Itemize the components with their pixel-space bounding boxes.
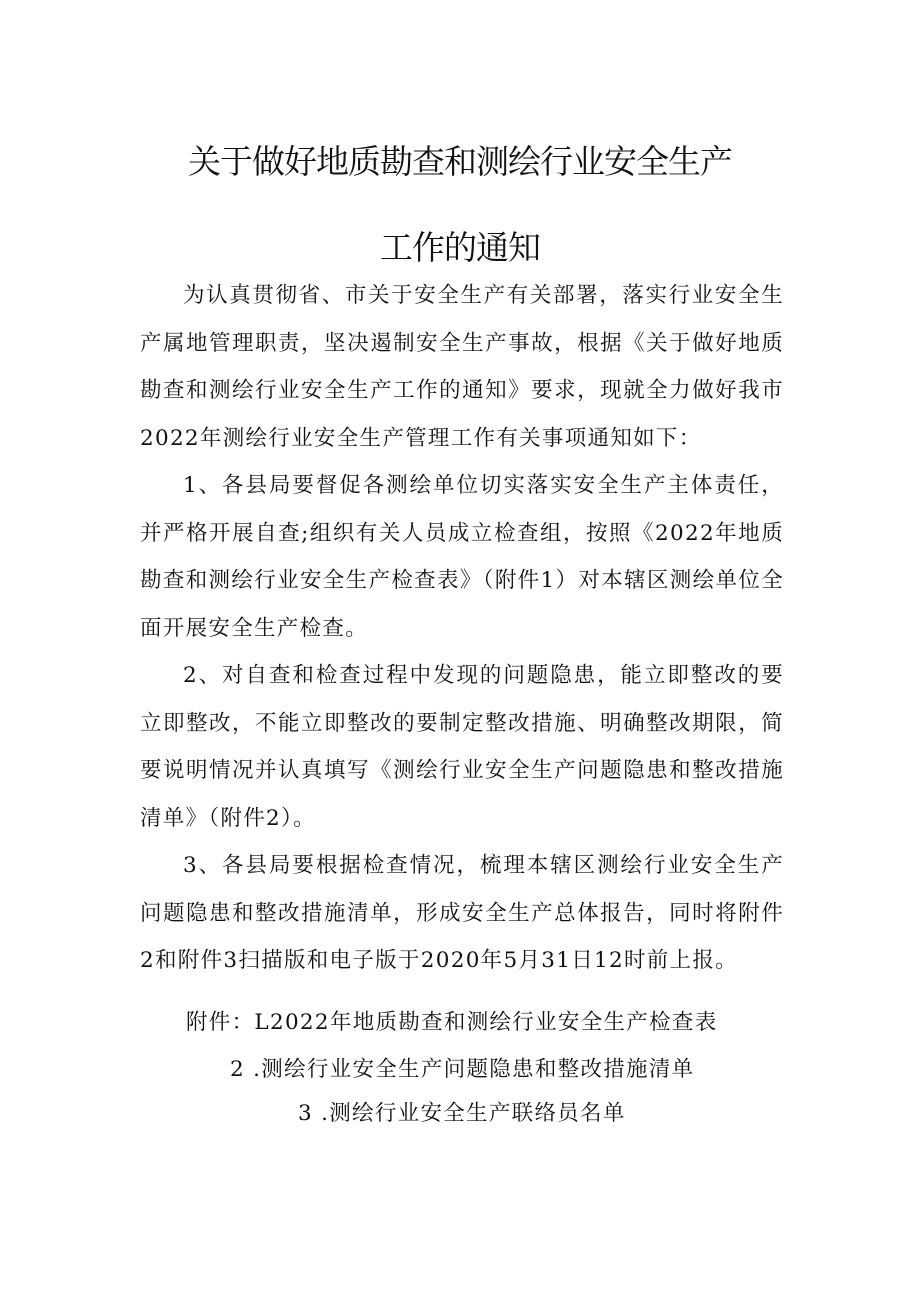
attachment-2: 2 .测绘行业安全生产问题隐患和整改措施清单 bbox=[230, 1057, 695, 1082]
intro-paragraph: 为认真贯彻省、市关于安全生产有关部署，落实行业安全生产属地管理职责，坚决遏制安全生产事故，根据《关于做好地质勘查和测绘行业安全生产工作的通知》要求，现就全力做好我市2022年测绘行业安全生产管理工作有关事项通知如下： bbox=[140, 283, 784, 451]
item-1-paragraph: 1、各县局要督促各测绘单位切实落实安全生产主体责任，并严格开展自查;组织有关人员成立检查组，按照《2022年地质勘查和测绘行业安全生产检查表》（附件1）对本辖区测绘单位全面开展安全生产检查。 bbox=[140, 473, 784, 641]
item-3-paragraph: 3、各县局要根据检查情况，梳理本辖区测绘行业安全生产问题隐患和整改措施清单，形成安全生产总体报告，同时将附件2和附件3扫描版和电子版于2020年5月31日12时前上报。 bbox=[140, 853, 784, 974]
item-2-paragraph: 2、对自查和检查过程中发现的问题隐患，能立即整改的要立即整改，不能立即整改的要制定整改措施、明确整改期限，简要说明情况并认真填写《测绘行业安全生产问题隐患和整改措施清单》（附件2）。 bbox=[140, 663, 784, 831]
attachment-1: 附件：L2022年地质勘查和测绘行业安全生产检查表 bbox=[186, 1010, 718, 1035]
attachment-3: 3 .测绘行业安全生产联络员名单 bbox=[298, 1101, 626, 1126]
document-title-line-1: 关于做好地质勘查和测绘行业安全生产 bbox=[188, 142, 732, 181]
document-title-line-2: 工作的通知 bbox=[380, 228, 540, 267]
